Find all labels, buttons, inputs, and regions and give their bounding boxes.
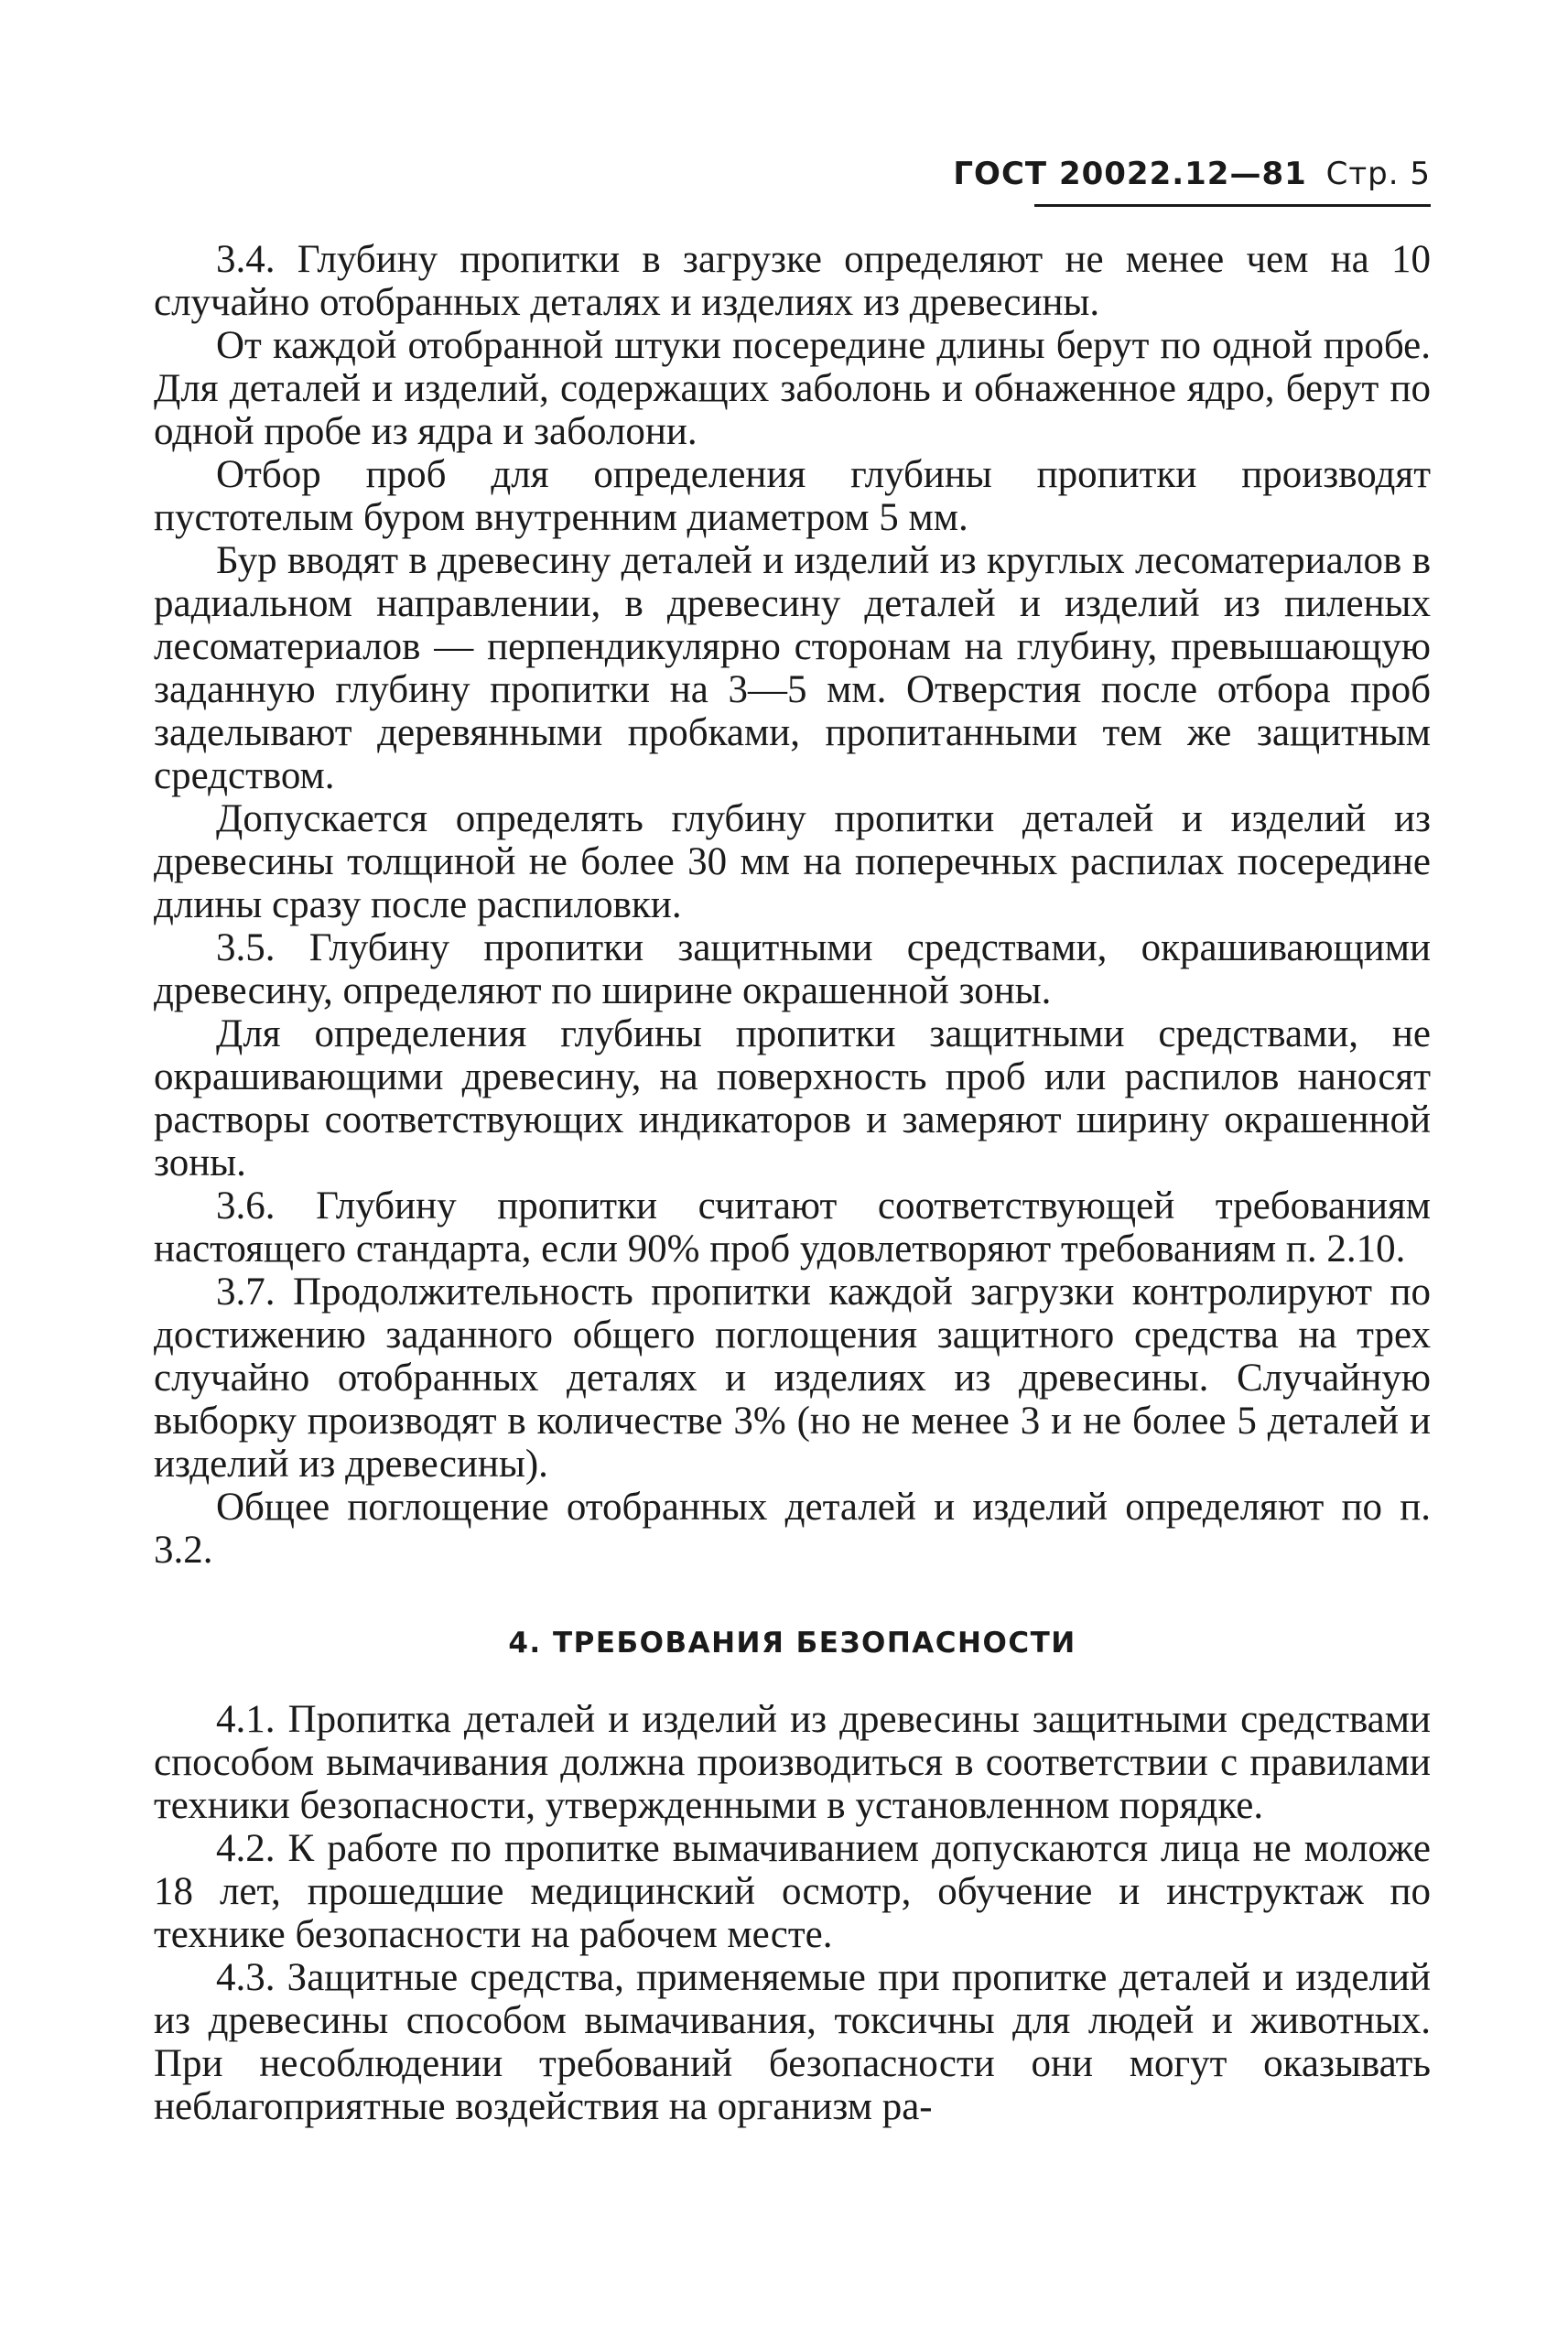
paragraph-cross-section: Допускается определять глубину пропитки деталей и изделий из древесины толщиной не более 30 мм на поперечных распилах посередине длины сразу после распиловки.: [154, 797, 1431, 926]
paragraph-3-7: 3.7. Продолжительность пропитки каждой загрузки контролируют по достижению заданного общего поглощения защитного средства на трех случайно отобранных деталях и изделиях из древесины. Случайную выборку производят в количестве 3% (но не менее 3 и не более 5 деталей и изделий из древесины).: [154, 1271, 1431, 1486]
page-header: [953, 156, 1431, 192]
paragraph-4-2: 4.2. К работе по пропитке вымачиванием допускаются лица не моложе 18 лет, прошедшие медицинский осмотр, обучение и инструктаж по технике безопасности на рабочем месте.: [154, 1827, 1431, 1956]
paragraph-4-1: 4.1. Пропитка деталей и изделий из древесины защитными средствами способом вымачивания должна производиться в соответствии с правилами техники безопасности, утвержденными в установленном порядке.: [154, 1698, 1431, 1827]
page-number: Стр. 5: [1325, 156, 1431, 192]
paragraph-sampling: От каждой отобранной штуки посередине длины берут по одной пробе. Для деталей и изделий, содержащих заболонь и обнаженное ядро, берут по одной пробе из ядра и заболони.: [154, 324, 1431, 453]
standard-number: ГОСТ 20022.12—81: [953, 156, 1307, 192]
paragraph-4-3: 4.3. Защитные средства, применяемые при пропитке деталей и изделий из древесины способом вымачивания, токсичны для людей и животных. При несоблюдении требований безопасности они могут оказывать неблагоприятные воздействия на организм ра-: [154, 1956, 1431, 2128]
paragraph-indicators: Для определения глубины пропитки защитными средствами, не окрашивающими древесину, на поверхность проб или распилов наносят растворы соответствующих индикаторов и замеряют ширину окрашенной зоны.: [154, 1012, 1431, 1184]
section-heading: 4. ТРЕБОВАНИЯ БЕЗОПАСНОСТИ: [508, 1627, 1076, 1660]
header-rule: [1034, 204, 1431, 207]
paragraph-drill: Бур вводят в древесину деталей и изделий из круглых лесоматериалов в радиальном направлении, в древесину деталей и изделий из пиленых лесоматериалов — перпендикулярно сторонам на глубину, превышающую заданную глубину пропитки на 3—5 мм. Отверстия после отбора проб заделывают деревянными пробками, пропитанными тем же защитным средством.: [154, 539, 1431, 797]
paragraph-3-6: 3.6. Глубину пропитки считают соответствующей требованиям настоящего стандарта, если 90% проб удовлетворяют требованиям п. 2.10.: [154, 1184, 1431, 1271]
paragraph-3-4: 3.4. Глубину пропитки в загрузке определяют не менее чем на 10 случайно отобранных деталях и изделиях из древесины.: [154, 238, 1431, 324]
document-body: [154, 238, 1431, 2128]
paragraph-3-5: 3.5. Глубину пропитки защитными средствами, окрашивающими древесину, определяют по ширине окрашенной зоны.: [154, 926, 1431, 1012]
paragraph-total-absorption: Общее поглощение отобранных деталей и изделий определяют по п. 3.2.: [154, 1486, 1431, 1572]
paragraph-sampling-tool: Отбор проб для определения глубины пропитки производят пустотелым буром внутренним диаметром 5 мм.: [154, 453, 1431, 539]
